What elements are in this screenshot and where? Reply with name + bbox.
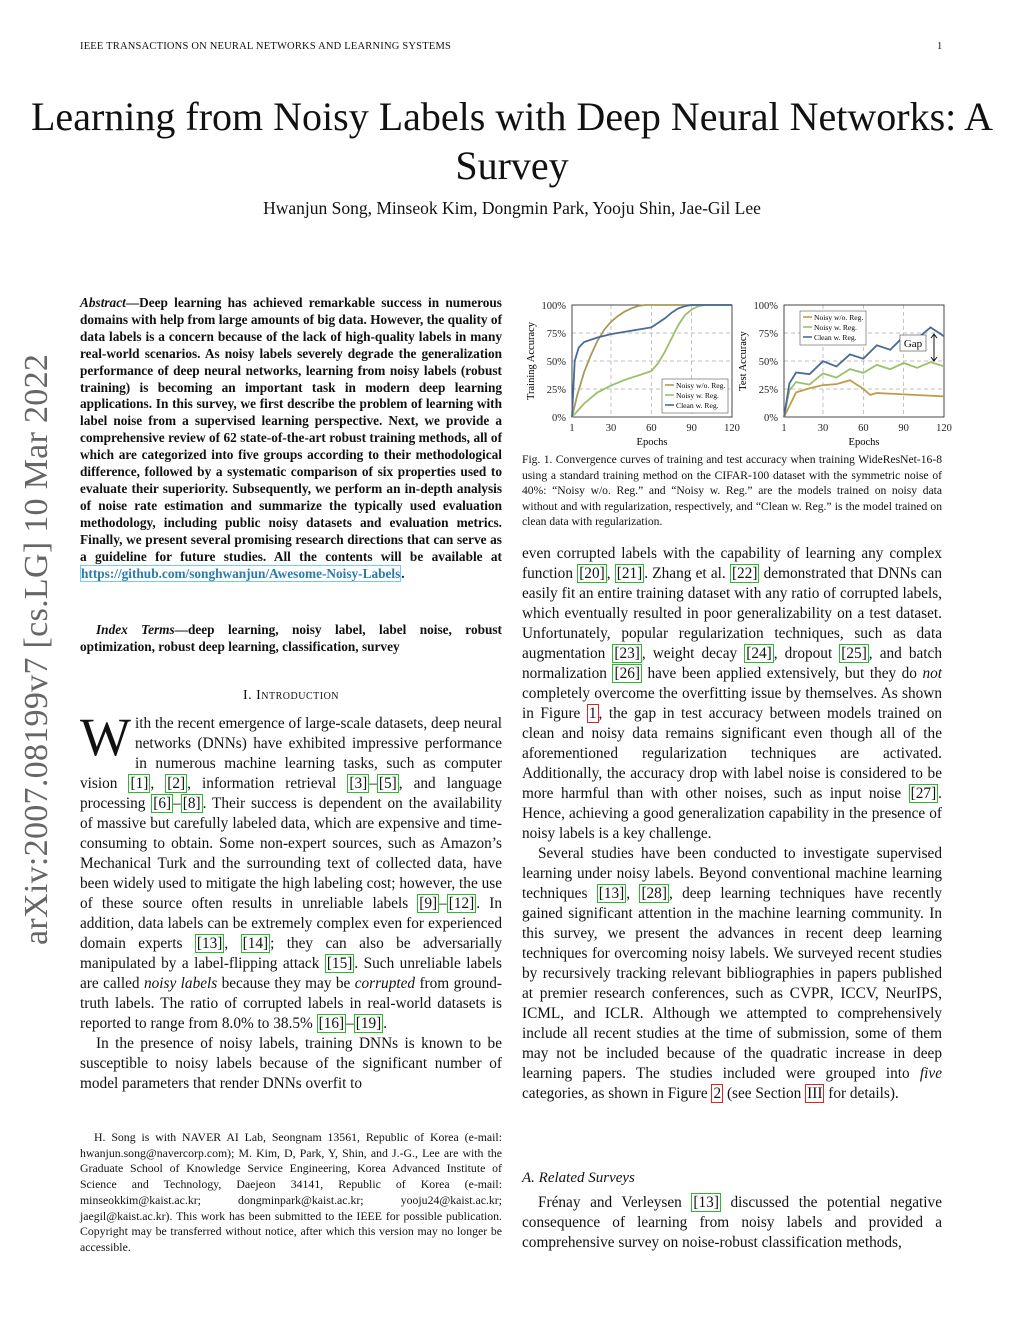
series-line xyxy=(784,380,944,417)
citation-link[interactable]: [28] xyxy=(641,885,667,902)
text-run: . xyxy=(383,1015,388,1032)
text-run: , information retrieval xyxy=(187,775,348,792)
citation-link[interactable]: [25] xyxy=(841,645,867,662)
text-run: ; they can also be adversarially manipulated by a label-flipping attack xyxy=(80,935,502,972)
abstract xyxy=(80,295,502,582)
citation-link[interactable]: [12] xyxy=(448,895,475,912)
figure-link[interactable]: 1 xyxy=(588,705,597,722)
intro-paragraph-2: In the presence of noisy labels, training DNNs is known to be susceptible to noisy labels because of the significant number of model parameters that render DNNs overfit to xyxy=(80,1035,502,1092)
text-run: – xyxy=(173,795,181,812)
x-tick-label: 60 xyxy=(858,423,869,434)
text-run: even corrupted labels with the capability of learning any complex function xyxy=(522,545,942,582)
citation-link[interactable]: [19] xyxy=(355,1015,382,1032)
text-run: , and batch normalization xyxy=(522,645,942,682)
abstract-end: . xyxy=(401,565,405,581)
x-tick-label: 120 xyxy=(724,423,740,434)
text-run: discussed the potential negative consequence of learning from noisy labels and provided a comprehensive survey on noise-robust classification methods, xyxy=(522,1194,942,1251)
text-run: . Such unreliable labels are called xyxy=(80,955,502,992)
citation-link[interactable]: [13] xyxy=(693,1194,719,1211)
text-run: Frénay and Verleysen xyxy=(538,1194,692,1211)
legend-label: Clean w. Reg. xyxy=(814,333,857,342)
section-link[interactable]: III xyxy=(807,1085,823,1102)
citation-link[interactable]: [22] xyxy=(731,565,758,582)
x-tick-label: 30 xyxy=(817,423,829,434)
x-tick-label: 30 xyxy=(605,423,617,434)
text-run: . Hence, achieving a good generalization capability in the presence of noisy labels is a key challenge. xyxy=(522,785,942,842)
author-footnote: H. Song is with NAVER AI Lab, Seongnam 13561, Republic of Korea (e-mail: hwanjun.song@navercorp.com); M. Kim, D, Park, Y, Shin, and J.-G., Lee are with the Graduate School of Knowledge Service Engineering, Korea Advanced Institute of Science and Technology, Daejeon 34141, Republic of Korea (e-mail: minseokkim@kaist.ac.kr; dongminpark@kaist.ac.kr; yooju24@kaist.ac.kr; jaegil@kaist.ac.kr). This work has been submitted to the IEEE for possible publication. Copyright may be transferred without notice, after which this version may no longer be accessible. xyxy=(80,1130,502,1254)
text-run: from ground-truth labels. The ratio of corrupted labels in real-world datasets is reported to range from 8.0% to 38.5% xyxy=(80,975,502,1032)
y-tick-label: 25% xyxy=(758,385,778,396)
right-column-body xyxy=(522,544,942,1104)
text-run: – xyxy=(346,1015,354,1032)
text-run: demonstrated that DNNs can easily fit an entire training dataset with any ratio of corrupted labels, which eventually resulted in poor generalizability on a test dataset. Unfortunately, popular regularization techniques, such as data augmentation xyxy=(522,565,942,662)
text-run: , and language processing xyxy=(80,775,502,812)
introduction-body xyxy=(80,707,502,1094)
subsection-related-surveys: A. Related Surveys xyxy=(522,1170,635,1186)
x-tick-label: 60 xyxy=(646,423,657,434)
intro-paragraph-1 xyxy=(80,707,502,1034)
emphasis-text: not xyxy=(922,665,943,682)
figure-caption: Fig. 1. Convergence curves of training and test accuracy when training WideResNet-16-8 using a standard training method on the CIFAR-100 dataset with the symmetric noise of 40%: “Noisy w/o. Reg.” and “Noisy w. Reg.” are the models trained on noisy data without and with regularization, respectively, and “Clean w. Reg.” is the model trained on clean data with regularization. xyxy=(522,453,942,529)
citation-link[interactable]: [14] xyxy=(242,935,269,952)
drop-cap: W xyxy=(80,707,131,767)
citation-link[interactable]: [15] xyxy=(326,955,353,972)
text-run: , the gap in test accuracy between models trained on clean and noisy data remains significant even though all of the aforementioned regularization techniques are activated. Additionally, the accuracy drop with label noise is considered to be more harmful than with other noises, such as input noise xyxy=(522,705,942,802)
citation-link[interactable]: [8] xyxy=(182,795,201,812)
paper-title: Learning from Noisy Labels with Deep Neural Networks: A Survey xyxy=(31,94,993,188)
citation-link[interactable]: [20] xyxy=(579,565,605,582)
test-accuracy-chart xyxy=(738,301,952,448)
text-run: (see Section xyxy=(723,1085,806,1102)
related-surveys-body xyxy=(522,1193,942,1253)
citation-link[interactable]: [23] xyxy=(614,645,640,662)
x-tick-label: 120 xyxy=(936,423,952,434)
citation-link[interactable]: [26] xyxy=(614,665,640,682)
citation-link[interactable]: [2] xyxy=(167,775,186,792)
x-tick-label: 90 xyxy=(686,423,697,434)
right-paragraph-1 xyxy=(522,544,942,844)
text-run: , xyxy=(150,775,166,792)
citation-link[interactable]: [13] xyxy=(196,935,223,952)
x-axis-label: Epochs xyxy=(848,437,880,448)
text-run: , xyxy=(606,565,615,582)
emphasis-text: five xyxy=(919,1065,942,1082)
text-run: . Zhang et al. xyxy=(644,565,730,582)
index-terms xyxy=(80,622,502,656)
citation-link[interactable]: [1] xyxy=(130,775,149,792)
citation-link[interactable]: [3] xyxy=(349,775,368,792)
right-paragraph-2 xyxy=(522,844,942,1104)
text-run: have been applied extensively, but they do xyxy=(641,665,923,682)
right-paragraph-3 xyxy=(522,1193,942,1253)
x-axis-label: Epochs xyxy=(636,437,668,448)
text-run: . In addition, data labels can be extremely complex even for experienced domain experts xyxy=(80,895,502,952)
figure-1 xyxy=(522,293,952,451)
y-tick-label: 50% xyxy=(758,357,778,368)
y-tick-label: 0% xyxy=(552,413,566,424)
text-run: ith the recent emergence of large-scale datasets, deep neural networks (DNNs) have exhibited impressive performance in numerous machine learning tasks, such as computer vision xyxy=(80,715,502,792)
y-axis-label: Training Accuracy xyxy=(526,321,537,401)
y-tick-label: 75% xyxy=(758,329,778,340)
citation-link[interactable]: [24] xyxy=(746,645,772,662)
figure-link[interactable]: 2 xyxy=(713,1085,722,1102)
abstract-lead: Abstract xyxy=(80,295,126,310)
legend-label: Noisy w. Reg. xyxy=(676,391,719,400)
y-tick-label: 25% xyxy=(546,385,566,396)
legend-label: Clean w. Reg. xyxy=(676,401,719,410)
page-number: 1 xyxy=(937,41,943,52)
citation-link[interactable]: [16] xyxy=(318,1015,345,1032)
text-run: – xyxy=(439,895,447,912)
text-run: because they may be xyxy=(217,975,355,992)
text-run: , dropout xyxy=(773,645,840,662)
text-run: completely overcome the overfitting issue by themselves. As shown in Figure xyxy=(522,685,942,722)
abstract-text: —Deep learning has achieved remarkable success in numerous domains with help from large amounts of big data. However, the quality of data labels is a concern because of the lack of high-quality labels in many real-world scenarios. As noisy labels severely degrade the generalization performance of deep neural networks, learning from noisy labels (robust training) is becoming an important task in modern deep learning applications. In this survey, we first describe the problem of learning with label noise from a supervised learning perspective. Next, we provide a comprehensive review of 62 state-of-the-art robust training methods, all of which are categorized into five groups according to their methodological difference, followed by a systematic comparison of six properties used to evaluate their superiority. Subsequently, we perform an in-depth analysis of noise rate estimation and summarize the typically used evaluation methodology, including public noisy datasets and evaluation metrics. Finally, we present several promising research directions that can serve as a guideline for future studies. All the contents will be available at xyxy=(80,295,502,564)
y-tick-label: 100% xyxy=(753,301,778,312)
text-run: categories, as shown in Figure xyxy=(522,1085,712,1102)
author-list: Hwanjun Song, Minseok Kim, Dongmin Park, Yooju Shin, Jae-Gil Lee xyxy=(263,198,761,218)
section-heading-text: I. Introduction xyxy=(242,688,340,703)
y-tick-label: 50% xyxy=(546,357,566,368)
text-run: , xyxy=(224,935,241,952)
citation-link[interactable]: [5] xyxy=(378,775,397,792)
y-tick-label: 0% xyxy=(764,413,778,424)
citation-link[interactable]: [13] xyxy=(598,885,625,902)
x-tick-label: 1 xyxy=(781,423,787,434)
text-run: , xyxy=(626,885,640,902)
github-link[interactable]: https://github.com/songhwanjun/Awesome-Noisy-Labels xyxy=(81,565,401,581)
text-run: , deep learning techniques have recently gained significant attention in the machine learning community. In this survey, we present the advances in recent deep learning techniques for overcoming noisy labels. We surveyed recent studies by recursively tracking relevant bibliographies in papers published at premier research conferences, such as CVPR, ICCV, NeurIPS, ICML, and ICLR. Although we attempted to comprehensively include all recent studies at the time of submission, some of them may not be included because of the quadratic increase in deep learning papers. The studies included were grouped into xyxy=(522,885,942,1082)
x-tick-label: 1 xyxy=(569,423,575,434)
text-run: Several studies have been conducted to investigate supervised learning under noisy labels. Beyond conventional machine learning techniques xyxy=(522,845,942,902)
arxiv-watermark: arXiv:2007.08199v7 [cs.LG] 10 Mar 2022 xyxy=(18,353,55,945)
index-terms-text: —deep learning, noisy label, label noise, robust optimization, robust deep learning, classification, survey xyxy=(80,622,502,654)
index-terms-lead: Index Terms xyxy=(96,622,175,637)
emphasis-text: corrupted xyxy=(354,975,416,992)
journal-header: IEEE TRANSACTIONS ON NEURAL NETWORKS AND LEARNING SYSTEMS xyxy=(80,41,452,52)
y-axis-label: Test Accuracy xyxy=(738,331,749,391)
text-run: – xyxy=(369,775,377,792)
section-heading-introduction xyxy=(80,688,502,704)
training-accuracy-chart xyxy=(526,301,740,448)
gap-label: Gap xyxy=(903,338,923,350)
legend-label: Noisy w/o. Reg. xyxy=(676,381,726,390)
legend-label: Noisy w/o. Reg. xyxy=(814,313,864,322)
y-tick-label: 75% xyxy=(546,329,566,340)
citation-link[interactable]: [27] xyxy=(910,785,937,802)
intro-p1-content xyxy=(80,707,502,1033)
legend-label: Noisy w. Reg. xyxy=(814,323,857,332)
y-tick-label: 100% xyxy=(541,301,566,312)
text-run: . Their success is dependent on the availability of massive but carefully labeled data, which are expensive and time-consuming to obtain. Some non-expert sources, such as Amazon’s Mechanical Turk and the surrounding text of collected data, have been widely used to mitigate the high labeling cost; however, the use of these source often results in unreliable labels xyxy=(80,795,502,912)
text-run: for details). xyxy=(824,1085,899,1102)
text-run: , weight decay xyxy=(641,645,745,662)
citation-link[interactable]: [9] xyxy=(419,895,438,912)
emphasis-text: noisy labels xyxy=(143,975,218,992)
x-tick-label: 90 xyxy=(898,423,909,434)
citation-link[interactable]: [21] xyxy=(616,565,643,582)
citation-link[interactable]: [6] xyxy=(153,795,172,812)
